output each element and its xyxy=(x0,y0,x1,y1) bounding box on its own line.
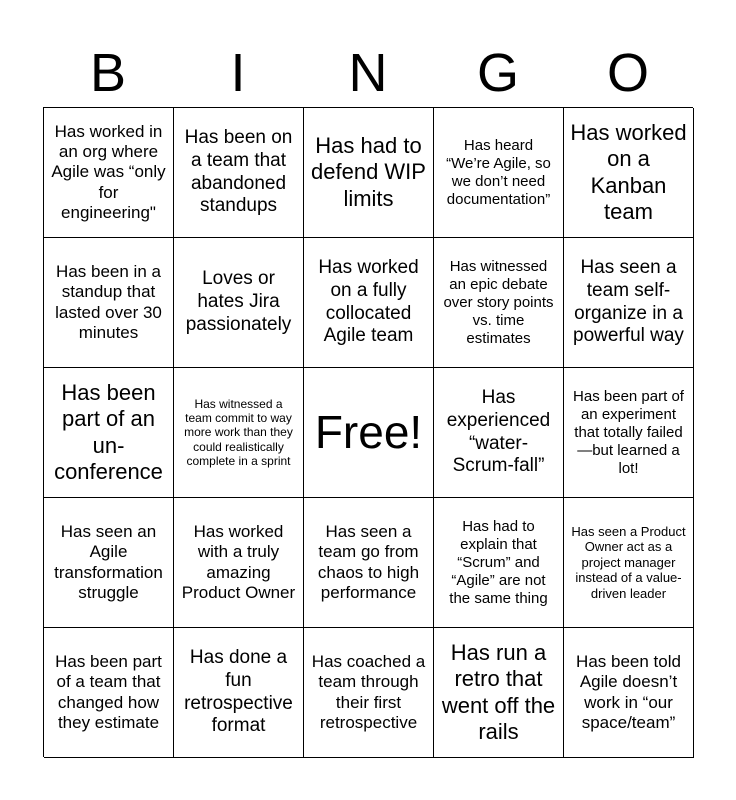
bingo-cell xyxy=(434,498,564,628)
cell-text: Has heard “We’re Agile, so we don’t need documentation” xyxy=(446,136,551,208)
header-letter-o: O xyxy=(606,43,649,103)
cell-text: Has witnessed an epic debate over story points vs. time estimates xyxy=(443,257,554,347)
bingo-cell xyxy=(44,628,174,758)
cell-text: Has coached a team through their first retrospective xyxy=(311,651,426,732)
cell-text: Has been part of an un-conference xyxy=(54,379,163,484)
bingo-cell xyxy=(564,628,694,758)
bingo-header xyxy=(43,38,693,108)
bingo-cell xyxy=(44,368,174,498)
bingo-cell xyxy=(434,368,564,498)
cell-text: Has seen an Agile transformation struggle xyxy=(54,521,163,602)
cell-text: Has had to defend WIP limits xyxy=(311,132,426,211)
bingo-cell xyxy=(174,628,304,758)
bingo-cell xyxy=(174,498,304,628)
cell-text: Has seen a team self-organize in a powerful way xyxy=(573,256,684,347)
bingo-cell xyxy=(174,368,304,498)
cell-text: Has done a fun retrospective format xyxy=(184,646,293,737)
bingo-cell xyxy=(174,108,304,238)
cell-text: Has experienced “water-Scrum-fall” xyxy=(446,386,551,477)
cell-text: Has seen a team go from chaos to high performance xyxy=(317,521,420,602)
bingo-cell xyxy=(564,238,694,368)
free-space-cell xyxy=(304,368,434,498)
bingo-cell xyxy=(564,368,694,498)
bingo-cell xyxy=(44,108,174,238)
header-letter-g: G xyxy=(476,43,519,103)
cell-text: Has been part of a team that changed how they estimate xyxy=(55,651,162,732)
bingo-cell xyxy=(44,238,174,368)
header-letter-i: I xyxy=(230,43,246,103)
cell-text: Has worked with a truly amazing Product Owner xyxy=(181,521,296,602)
header-letter-n: N xyxy=(348,43,388,103)
bingo-cell xyxy=(174,238,304,368)
cell-text: Has been on a team that abandoned standups xyxy=(184,126,293,217)
cell-text: Loves or hates Jira passionately xyxy=(185,268,292,335)
bingo-board xyxy=(43,107,693,757)
bingo-cell xyxy=(564,108,694,238)
cell-text: Has worked on a Kanban team xyxy=(570,119,687,224)
bingo-cell xyxy=(434,108,564,238)
cell-text: Has had to explain that “Scrum” and “Agile” are not the same thing xyxy=(449,517,548,607)
cell-text: Has run a retro that went off the rails xyxy=(441,639,556,744)
cell-text: Has been in a standup that lasted over 30 minutes xyxy=(55,261,162,342)
bingo-cell xyxy=(304,628,434,758)
cell-text: Has witnessed a team commit to way more work than they could realistically complete in a sprint xyxy=(184,396,293,469)
bingo-cell xyxy=(434,238,564,368)
cell-text: Has worked on a fully collocated Agile team xyxy=(318,256,419,347)
cell-text: Has been part of an experiment that totally failed—but learned a lot! xyxy=(573,387,684,477)
bingo-cell xyxy=(304,498,434,628)
bingo-cell xyxy=(434,628,564,758)
cell-text: Has seen a Product Owner act as a project manager instead of a value-driven leader xyxy=(571,523,686,601)
bingo-cell xyxy=(304,108,434,238)
bingo-cell xyxy=(564,498,694,628)
bingo-cell xyxy=(304,238,434,368)
header-letter-b: B xyxy=(89,43,127,103)
cell-text: Has worked in an org where Agile was “only for engineering" xyxy=(51,121,166,223)
free-space-text: Free! xyxy=(314,405,423,458)
bingo-cell xyxy=(44,498,174,628)
cell-text: Has been told Agile doesn’t work in “our space/team” xyxy=(576,651,681,732)
